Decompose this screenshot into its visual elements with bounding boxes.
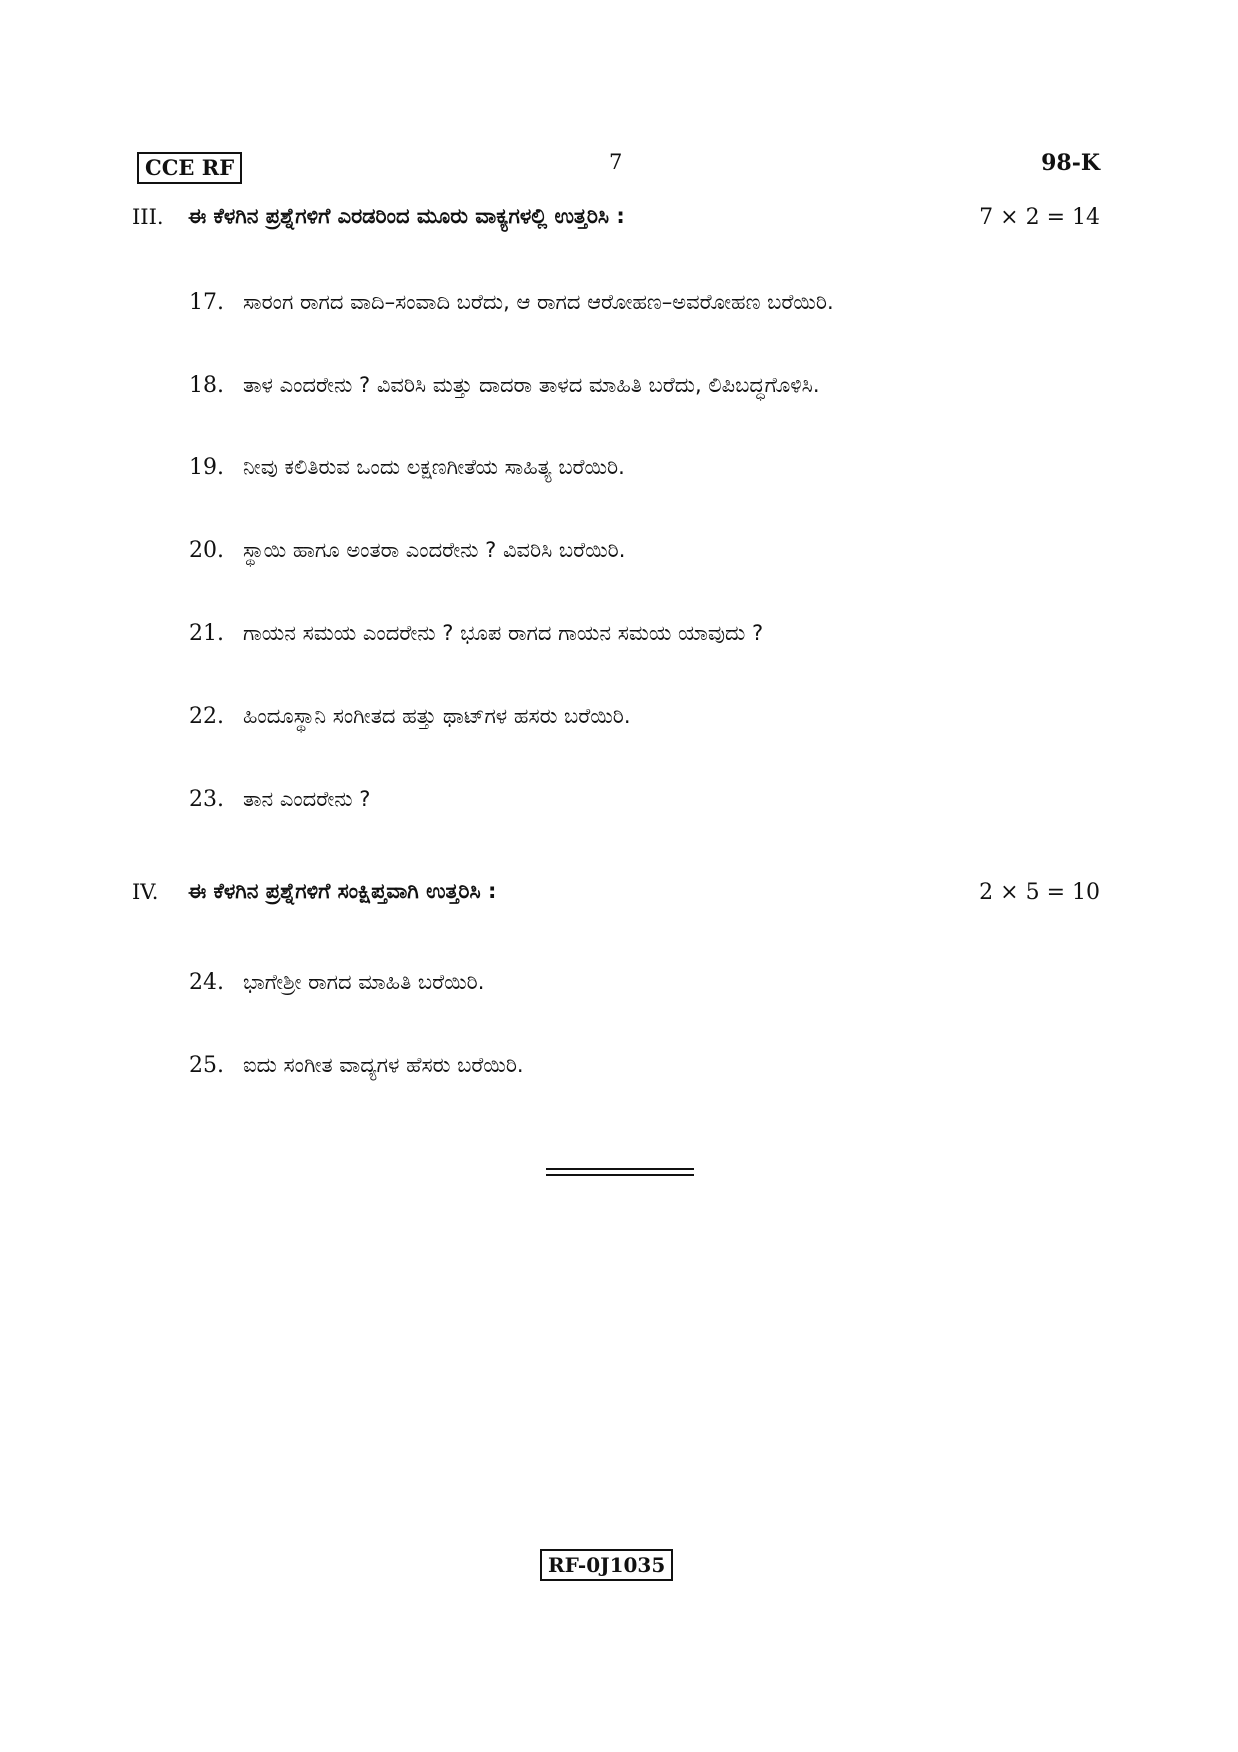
section-iv-instruction: ಈ ಕೆಳಗಿನ ಪ್ರಶ್ನೆಗಳಿಗೆ ಸಂಕ್ಷಿಪ್ತವಾಗಿ ಉತ್ತರಿಸಿ :: [188, 879, 497, 903]
section-iii-instruction: ಈ ಕೆಳಗಿನ ಪ್ರಶ್ನೆಗಳಿಗೆ ಎರಡರಿಂದ ಮೂರು ವಾಕ್ಯಗಳಲ್ಲಿ ಉತ್ತರಿಸಿ :: [188, 204, 625, 228]
question-text: ತಾನ ಎಂದರೇನು ?: [243, 787, 371, 811]
question-number: 24.: [189, 970, 224, 995]
question-number: 20.: [189, 538, 224, 563]
section-iv-number: IV.: [132, 880, 159, 904]
question-text: ಹಿಂದೂಸ್ಥಾನಿ ಸಂಗೀತದ ಹತ್ತು ಥಾಟ್‌ಗಳ ಹಸರು ಬರೆಯಿರಿ.: [243, 704, 631, 728]
question-number: 18.: [189, 373, 224, 398]
question-number: 23.: [189, 787, 224, 812]
question-text: ಭಾಗೇಶ್ರೀ ರಾಗದ ಮಾಹಿತಿ ಬರೆಯಿರಿ.: [243, 970, 485, 994]
question-number: 25.: [189, 1053, 224, 1078]
question-number: 21.: [189, 621, 224, 646]
question-text: ಗಾಯನ ಸಮಯ ಎಂದರೇನು ? ಭೂಪ ರಾಗದ ಗಾಯನ ಸಮಯ ಯಾವುದು ?: [243, 621, 764, 645]
question-text: ಸಾರಂಗ ರಾಗದ ವಾದಿ–ಸಂವಾದಿ ಬರೆದು, ಆ ರಾಗದ ಆರೋಹಣ–ಅವರೋಹಣ ಬರೆಯಿರಿ.: [243, 290, 834, 314]
question-number: 17.: [189, 290, 224, 315]
end-rule-bottom: [546, 1174, 694, 1176]
cce-rf-label: CCE RF: [137, 152, 242, 184]
footer-code: RF-0J1035: [540, 1549, 673, 1581]
question-text: ಐದು ಸಂಗೀತ ವಾದ್ಯಗಳ ಹೆಸರು ಬರೆಯಿರಿ.: [243, 1053, 524, 1077]
question-number: 22.: [189, 704, 224, 729]
question-number: 19.: [189, 455, 224, 480]
paper-code: 98-K: [1041, 150, 1100, 176]
section-iii-number: III.: [132, 205, 164, 229]
page-number: 7: [609, 150, 623, 174]
question-text: ಸ್ಥಾಯಿ ಹಾಗೂ ಅಂತರಾ ಎಂದರೇನು ? ವಿವರಿಸಿ ಬರೆಯಿರಿ.: [243, 538, 626, 562]
section-iii-marks: 7 × 2 = 14: [979, 205, 1100, 230]
question-text: ತಾಳ ಎಂದರೇನು ? ವಿವರಿಸಿ ಮತ್ತು ದಾದರಾ ತಾಳದ ಮಾಹಿತಿ ಬರೆದು, ಲಿಪಿಬದ್ಧಗೊಳಿಸಿ.: [243, 373, 820, 397]
end-rule-top: [546, 1168, 694, 1170]
section-iv-marks: 2 × 5 = 10: [979, 880, 1100, 905]
question-text: ನೀವು ಕಲಿತಿರುವ ಒಂದು ಲಕ್ಷಣಗೀತೆಯ ಸಾಹಿತ್ಯ ಬರೆಯಿರಿ.: [243, 455, 625, 479]
